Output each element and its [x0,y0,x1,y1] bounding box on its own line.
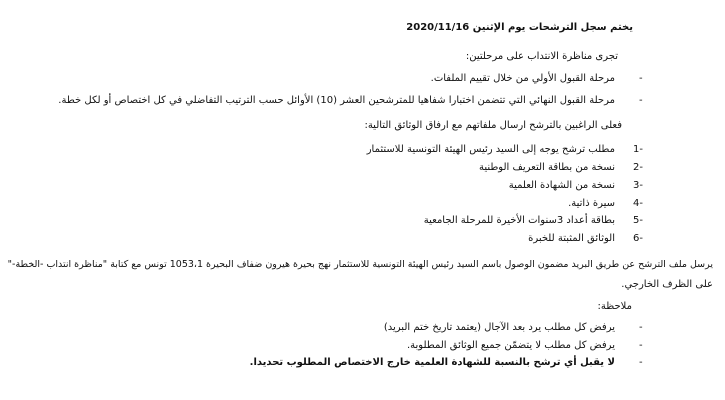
mailing-line-2: على الظرف الخارجي. [621,279,713,290]
document-item-text: مطلب ترشح يوجه إلى السيد رئيس الهيئة التونسية للاستثمار [366,144,615,155]
bullet-dash: - [639,340,643,351]
document-item-text: سيرة ذاتية. [568,198,615,209]
document-item-number: 5- [633,215,643,226]
stage-item-text: مرحلة القبول النهائي التي تتضمن اختبارا شفاهيا للمترشحين العشر (10) الأوائل حسب الترتيب التفاضلي في كل اختصاص أو لكل خطة. [58,95,615,106]
document-item-text: الوثائق المثبتة للخبرة [528,233,615,244]
stages-intro: تجرى مناظرة الانتداب على مرحلتين: [465,51,618,62]
bullet-dash: - [639,357,643,368]
document-item-text: نسخة من الشهادة العلمية [508,180,615,191]
bullet-dash: - [639,322,643,333]
mailing-line-1: يرسل ملف الترشح عن طريق البريد مضمون الوصول باسم السيد رئيس الهيئة التونسية للاستثمار نهج بحيرة هيرون ضفاف البحيرة 1053،1 تونس مع كتابة "مناظرة انتداب -الخطة-" [7,259,713,270]
bullet-dash: - [639,73,643,84]
note-item-text: يرفض كل مطلب لا يتضمّن جميع الوثائق المطلوبة. [406,340,615,351]
document-item-text: بطاقة أعداد 3سنوات الأخيرة للمرحلة الجامعية [423,215,615,226]
stage-item-text: مرحلة القبول الأولي من خلال تقييم الملفات. [430,73,615,84]
document-item-text: نسخة من بطاقة التعريف الوطنية [478,162,615,173]
document-item-number: 2- [633,162,643,173]
document-item-number: 4- [633,198,643,209]
notes-title: ملاحظة: [597,301,632,312]
document-item-number: 1- [633,144,643,155]
document-item-number: 3- [633,180,643,191]
bullet-dash: - [639,95,643,106]
note-item-text: يرفض كل مطلب يرد بعد الآجال (يعتمد تاريخ ختم البريد) [383,322,615,333]
note-item-text: لا يقبل أي ترشح بالنسبة للشهادة العلمية خارج الاختصاص المطلوب تحديدا. [249,357,615,368]
document-item-number: 6- [633,233,643,244]
closing-notice: يختم سجل الترشحات يوم الإثنين 2020/11/16 [406,22,633,33]
documents-intro: فعلى الراغبين بالترشح ارسال ملفاتهم مع ارفاق الوثائق التالية: [364,120,622,131]
